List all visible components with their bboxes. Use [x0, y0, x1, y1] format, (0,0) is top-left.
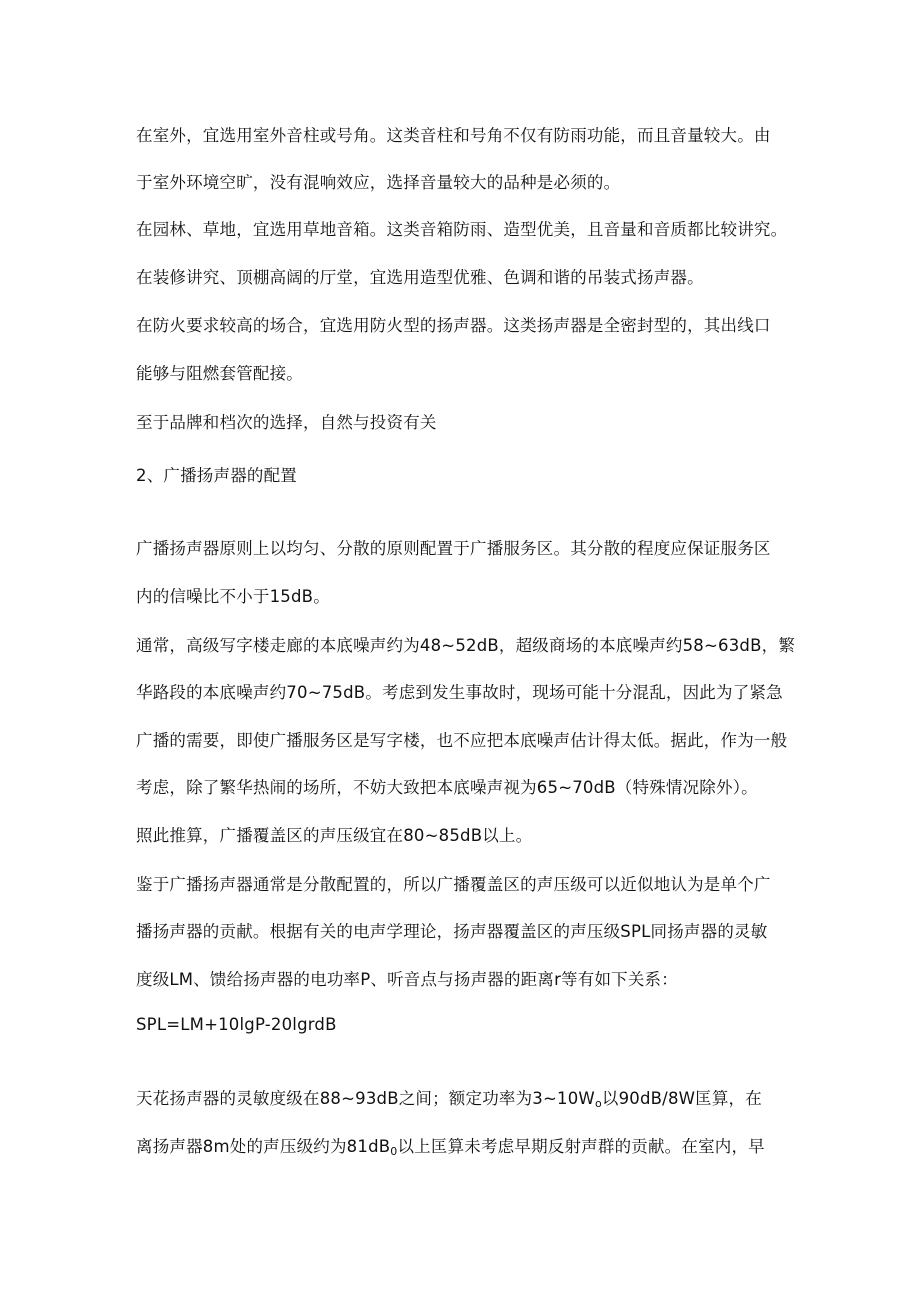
paragraph-ceiling-line-2: [136, 1135, 765, 1159]
paragraph-noise-line-2: 华路段的本底噪声约70~75dB。考虑到发生事故时，现场可能十分混乱，因此为了紧急: [136, 683, 783, 702]
paragraph-distribution-line-1: 广播扬声器原则上以均匀、分散的原则配置于广播服务区。其分散的程度应保证服务区: [136, 539, 771, 558]
ceiling-line-1-text-b: 以90dB/8W匡算，在: [601, 1089, 762, 1108]
paragraph-garden: 在园林、草地，宜选用草地音箱。这类音箱防雨、造型优美，且音量和音质都比较讲究。: [136, 220, 788, 239]
paragraph-spl-line-2: 播扬声器的贡献。根据有关的电声学理论，扬声器覆盖区的声压级SPL同扬声器的灵敏: [136, 922, 768, 941]
ceiling-line-1-text-a: 天花扬声器的灵敏度级在88~93dB之间；额定功率为3~10W: [136, 1089, 595, 1108]
paragraph-noise-line-5: 照此推算，广播覆盖区的声压级宜在80~85dB以上。: [136, 826, 533, 845]
paragraph-noise-line-1: 通常，高级写字楼走廊的本底噪声约为48~52dB，超级商场的本底噪声约58~63dB，繁: [136, 636, 796, 655]
paragraph-hall: 在装修讲究、顶棚高阔的厅堂，宜选用造型优雅、色调和谐的吊装式扬声器。: [136, 268, 704, 287]
ceiling-line-1-subscript: o: [594, 1097, 602, 1110]
paragraph-noise-line-3: 广播的需要，即使广播服务区是写字楼，也不应把本底噪声估计得太低。据此，作为一般: [136, 731, 788, 750]
paragraph-fireproof-line-2: 能够与阻燃套管配接。: [136, 364, 303, 383]
formula: SPL=LM+10lgP-20lgrdB: [136, 1015, 337, 1034]
ceiling-line-2-text-b: 以上匡算未考虑早期反射声群的贡献。在室内，早: [397, 1137, 765, 1156]
paragraph-noise-line-4: 考虑，除了繁华热闹的场所，不妨大致把本底噪声视为65~70dB（特殊情况除外）。: [136, 778, 758, 797]
ceiling-line-2-subscript: 0: [390, 1145, 398, 1158]
paragraph-ceiling-line-1: [136, 1087, 762, 1111]
paragraph-fireproof-line-1: 在防火要求较高的场合，宜选用防火型的扬声器。这类扬声器是全密封型的，其出线口: [136, 316, 771, 335]
paragraph-spl-line-1: 鉴于广播扬声器通常是分散配置的，所以广播覆盖区的声压级可以近似地认为是单个广: [136, 875, 771, 894]
paragraph-outdoor-line-2: 于室外环境空旷，没有混响效应，选择音量较大的品种是必须的。: [136, 173, 621, 192]
paragraph-brand: 至于品牌和档次的选择，自然与投资有关: [136, 413, 437, 432]
ceiling-line-2-text-a: 离扬声器8m处的声压级约为81dB: [136, 1137, 391, 1156]
paragraph-distribution-line-2: 内的信噪比不小于15dB。: [136, 587, 330, 606]
paragraph-outdoor-line-1: 在室外，宜选用室外音柱或号角。这类音柱和号角不仅有防雨功能，而且音量较大。由: [136, 126, 771, 145]
paragraph-spl-line-3: 度级LM、馈给扬声器的电功率P、听音点与扬声器的距离r等有如下关系：: [136, 970, 678, 989]
section-heading: 2、广播扬声器的配置: [136, 466, 297, 485]
